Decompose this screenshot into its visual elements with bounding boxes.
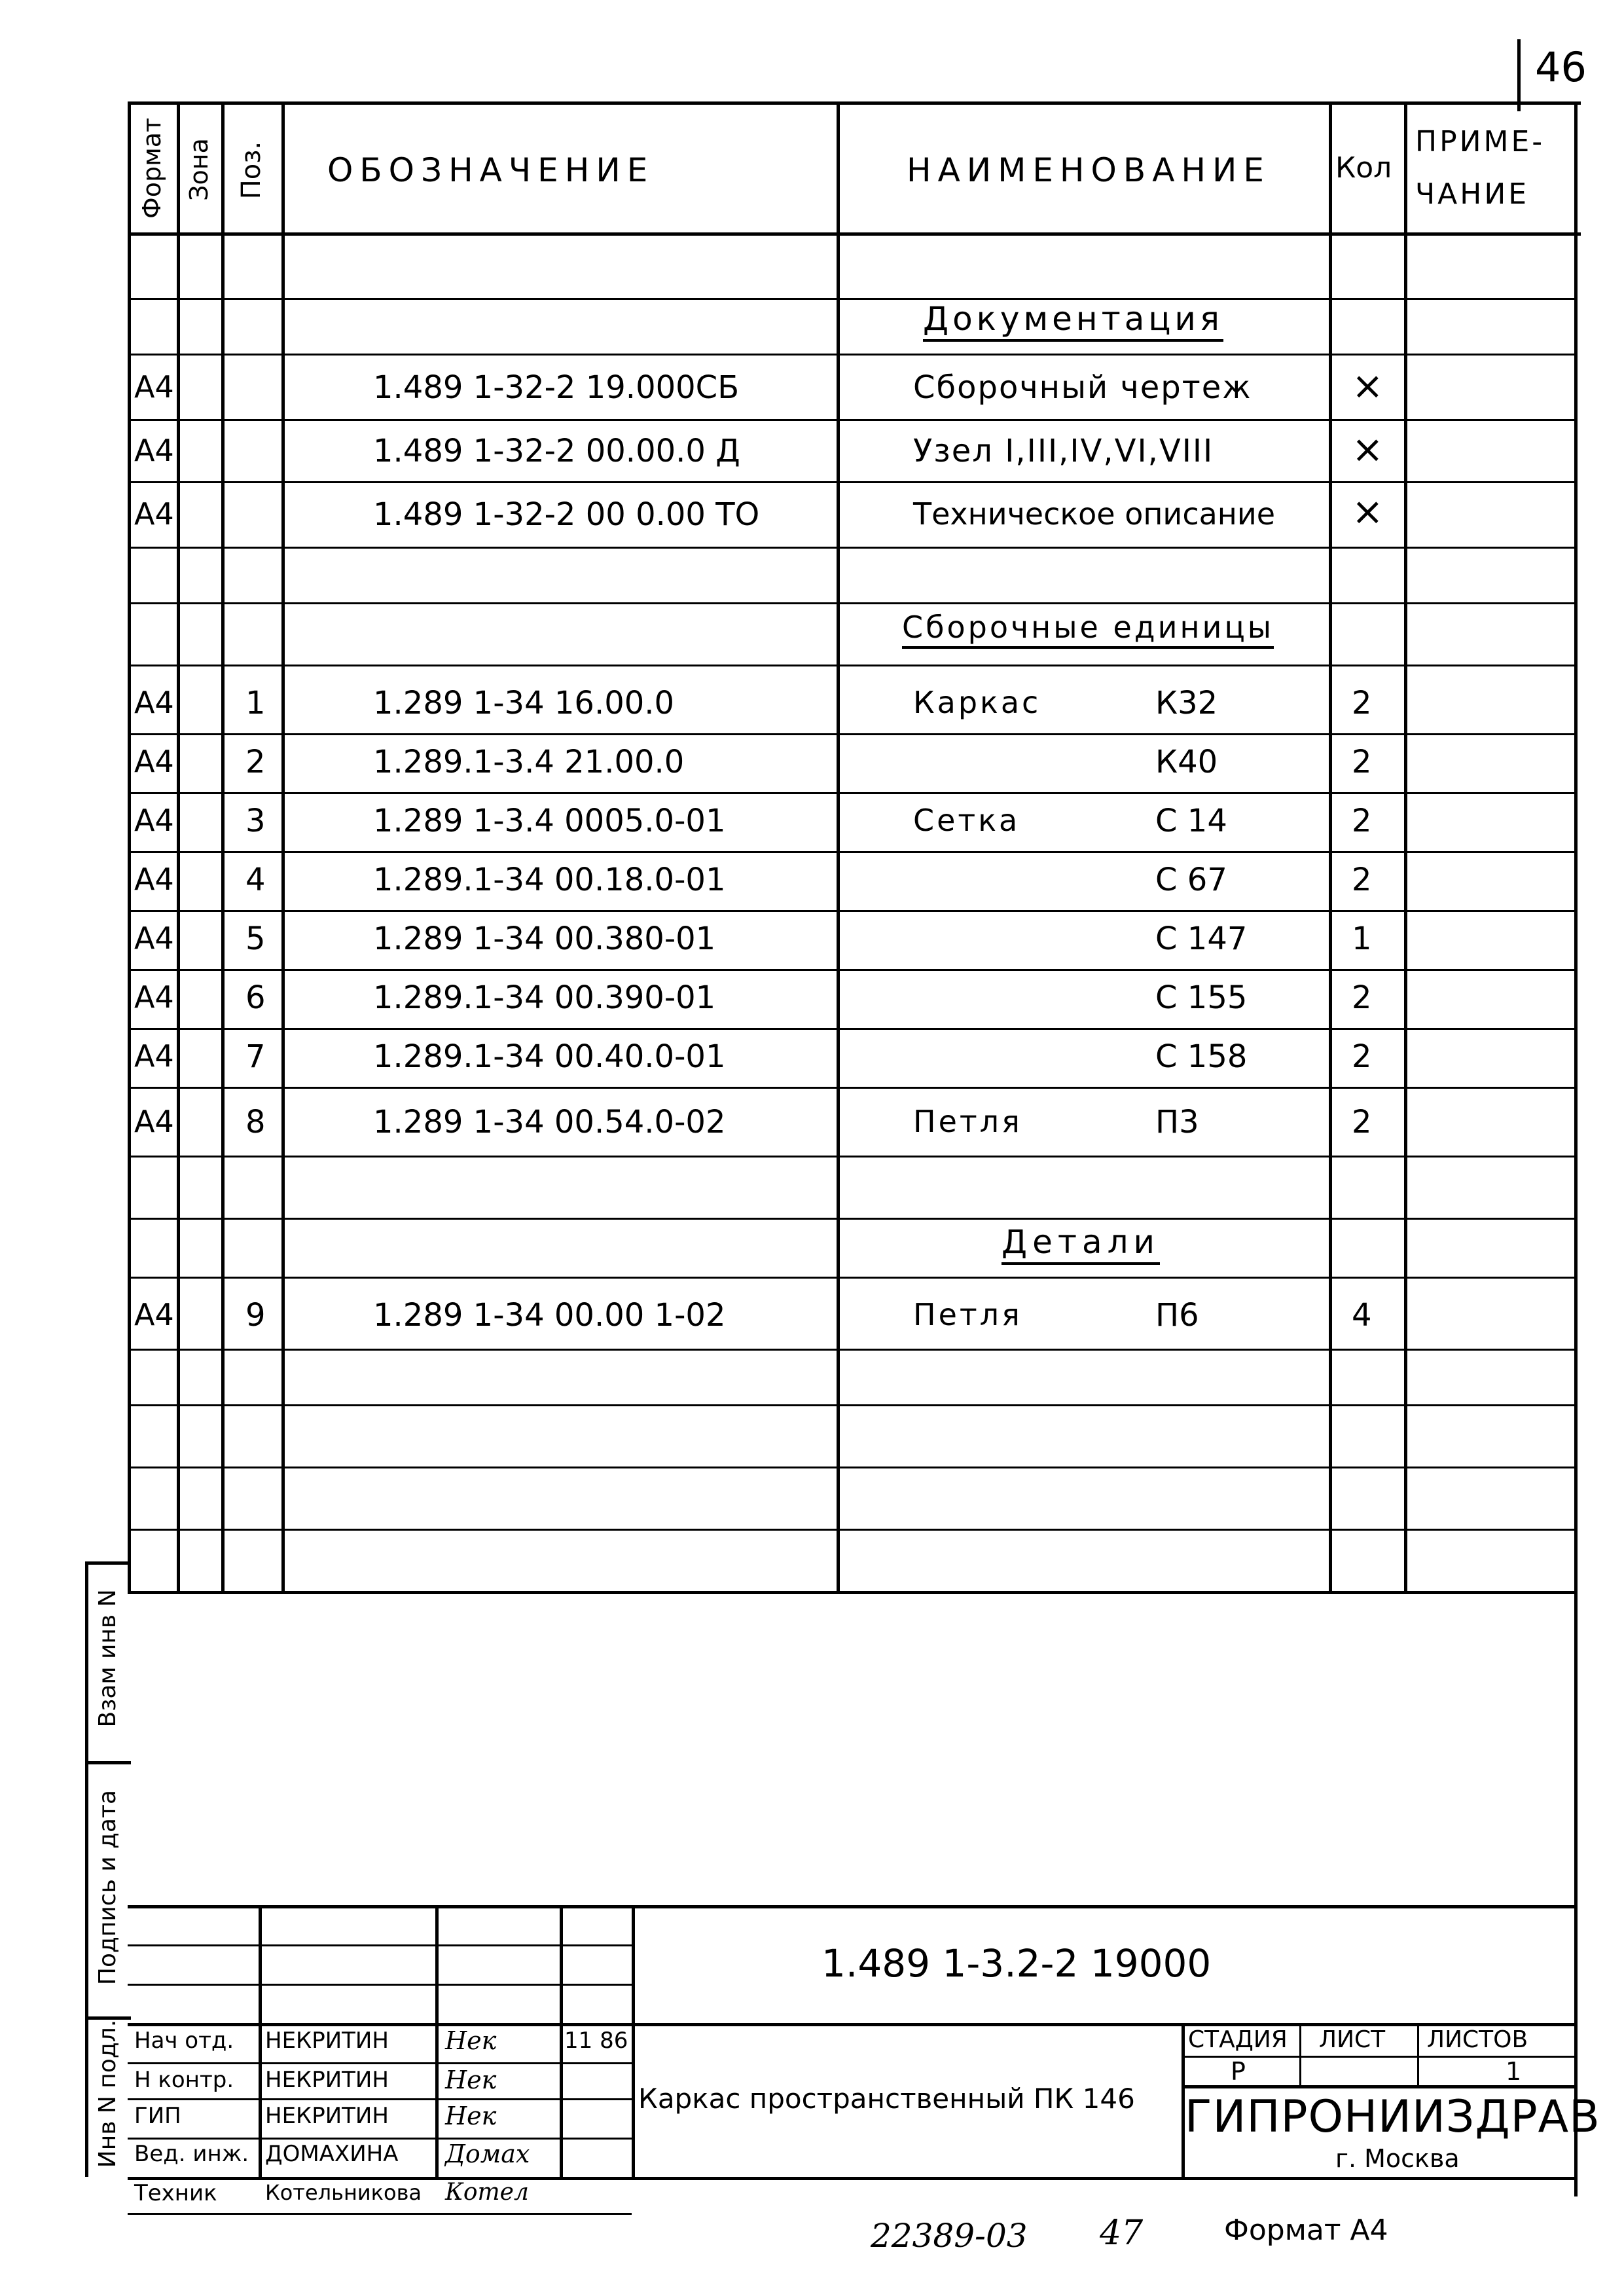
unit-row-8-format: А4: [134, 1104, 174, 1139]
sheet-number: 46: [1535, 43, 1587, 91]
row-line: [128, 1028, 1574, 1030]
doc-row-2-designation: 1.489 1-32-2 00.00.0 Д: [373, 433, 740, 469]
side-stamp-inv-podl: Инв N подл.: [94, 2019, 121, 2168]
side-stamp-sign-date: Подпись и дата: [94, 1789, 121, 1986]
unit-row-5-mark: С 147: [1155, 920, 1248, 957]
sheet-label: ЛИСТ: [1319, 2026, 1386, 2053]
sig-name-2: НЕКРИТИН: [265, 2067, 389, 2093]
header-zone: Зона: [185, 138, 213, 201]
col-zone-border: [221, 101, 225, 1594]
col-pos-border: [281, 101, 285, 1594]
doc-row-1-format: А4: [134, 369, 174, 405]
header-name: НАИМЕНОВАНИЕ: [907, 151, 1271, 189]
row-line: [128, 969, 1574, 971]
doc-row-1-name: Сборочный чертеж: [913, 369, 1252, 406]
detail-row-1-designation: 1.289 1-34 00.00 1-02: [373, 1297, 726, 1334]
row-line: [128, 1087, 1574, 1089]
sig-sign-1: Нек: [445, 2026, 497, 2055]
sig-sign-2: Нек: [445, 2066, 497, 2094]
sig-sign-3: Нек: [445, 2102, 497, 2130]
sheets-value: 1: [1506, 2057, 1522, 2086]
row-line: [128, 1218, 1574, 1220]
row-line: [128, 733, 1574, 735]
detail-row-1-name: Петля: [913, 1297, 1022, 1332]
unit-row-7-pos: 7: [245, 1038, 266, 1075]
row-line: [128, 1349, 1574, 1351]
tb-row: [128, 2138, 632, 2140]
unit-row-7-qty: 2: [1352, 1038, 1372, 1075]
unit-row-3-designation: 1.289 1-3.4 0005.0-01: [373, 803, 726, 839]
detail-row-1-pos: 9: [245, 1297, 266, 1334]
col-qty-border: [1404, 101, 1407, 1594]
unit-row-6-designation: 1.289.1-34 00.390-01: [373, 979, 716, 1016]
header-format: Формат: [137, 117, 166, 219]
unit-row-4-designation: 1.289.1-34 00.18.0-01: [373, 862, 726, 898]
row-line: [128, 298, 1574, 300]
side-stamp-line: [85, 1761, 131, 1764]
unit-row-2-designation: 1.289.1-3.4 21.00.0: [373, 744, 685, 780]
unit-row-1-name: Каркас: [913, 685, 1041, 720]
doc-row-3-qty: ×: [1352, 489, 1384, 534]
page-number-bar: [1517, 39, 1521, 111]
tb-row: [128, 2098, 632, 2100]
row-line: [128, 481, 1574, 483]
row-line: [128, 602, 1574, 604]
product-title: Каркас пространственный ПК 146: [638, 2083, 1135, 2115]
unit-row-5-qty: 1: [1352, 920, 1372, 957]
col-right-border: [1574, 101, 1578, 2196]
unit-row-3-pos: 3: [245, 803, 266, 839]
col-format-border: [177, 101, 180, 1594]
unit-row-1-pos: 1: [245, 685, 266, 721]
sheets-label: ЛИСТОВ: [1427, 2026, 1528, 2053]
archive-number: 22389-03: [871, 2217, 1028, 2255]
doc-row-2-qty: ×: [1352, 427, 1384, 471]
row-line: [128, 419, 1574, 421]
header-bottom-border: [128, 232, 1581, 236]
side-stamp-vzam-inv: Взам инв N: [94, 1589, 121, 1728]
sig-role-3: ГИП: [134, 2103, 181, 2129]
unit-row-8-designation: 1.289 1-34 00.54.0-02: [373, 1104, 726, 1140]
section-details: Детали: [1001, 1226, 1160, 1265]
unit-row-4-pos: 4: [245, 862, 266, 898]
table-top-border: [128, 101, 1581, 105]
unit-row-1-qty: 2: [1352, 685, 1372, 721]
col-left-border: [128, 101, 131, 1594]
doc-row-3-name: Техническое описание: [913, 496, 1276, 532]
sig-name-1: НЕКРИТИН: [265, 2028, 389, 2054]
detail-row-1-qty: 4: [1352, 1297, 1372, 1334]
row-line: [128, 1156, 1574, 1157]
unit-row-1-mark: К32: [1155, 685, 1218, 721]
sig-sign-5: Котел: [445, 2179, 529, 2206]
org-name: ГИПРОНИИЗДРАВ: [1185, 2091, 1600, 2143]
sig-name-5: Котельникова: [265, 2180, 422, 2205]
doc-code: 1.489 1-3.2-2 19000: [821, 1941, 1212, 1986]
row-line: [128, 1529, 1574, 1531]
unit-row-8-qty: 2: [1352, 1104, 1372, 1140]
unit-row-4-qty: 2: [1352, 862, 1372, 898]
doc-row-2-format: А4: [134, 433, 174, 468]
sig-role-5: Техник: [134, 2180, 217, 2206]
title-block-top: [128, 1905, 1578, 1908]
tb-col: [632, 1905, 635, 2177]
unit-row-6-mark: С 155: [1155, 979, 1248, 1016]
tb-row: [128, 1944, 632, 1946]
section-assembly-units: Сборочные единицы: [902, 612, 1274, 649]
stage-value: Р: [1231, 2057, 1246, 2086]
unit-row-2-qty: 2: [1352, 744, 1372, 780]
unit-row-5-format: А4: [134, 920, 174, 956]
unit-row-3-format: А4: [134, 803, 174, 838]
sig-role-1: Нач отд.: [134, 2028, 234, 2054]
stage-label: СТАДИЯ: [1188, 2026, 1288, 2053]
row-line: [128, 354, 1574, 355]
unit-row-8-mark: П3: [1155, 1104, 1199, 1140]
doc-row-3-format: А4: [134, 496, 174, 532]
sig-name-4: ДОМАХИНА: [265, 2141, 399, 2167]
unit-row-7-designation: 1.289.1-34 00.40.0-01: [373, 1038, 726, 1075]
row-line: [128, 851, 1574, 853]
row-line: [128, 1467, 1574, 1468]
doc-row-2-name: Узел I,III,IV,VI,VIII: [913, 433, 1214, 469]
unit-row-5-designation: 1.289 1-34 00.380-01: [373, 920, 716, 957]
section-documentation: Документация: [923, 302, 1223, 342]
row-line: [128, 1404, 1574, 1406]
header-note-line2: ЧАНИЕ: [1415, 177, 1530, 211]
tb-sheet-col: [1299, 2023, 1301, 2085]
row-line: [128, 665, 1574, 666]
unit-row-3-mark: С 14: [1155, 803, 1227, 839]
unit-row-2-pos: 2: [245, 744, 266, 780]
unit-row-2-mark: К40: [1155, 744, 1218, 780]
header-designation: ОБОЗНАЧЕНИЕ: [327, 151, 655, 189]
detail-row-1-format: А4: [134, 1297, 174, 1332]
unit-row-6-pos: 6: [245, 979, 266, 1016]
unit-row-6-format: А4: [134, 979, 174, 1015]
sig-role-2: Н контр.: [134, 2067, 234, 2093]
unit-row-7-format: А4: [134, 1038, 174, 1074]
detail-row-1-mark: П6: [1155, 1297, 1199, 1334]
unit-row-1-format: А4: [134, 685, 174, 720]
unit-row-8-pos: 8: [245, 1104, 266, 1140]
sig-name-3: НЕКРИТИН: [265, 2103, 389, 2129]
page-number: 47: [1100, 2214, 1144, 2253]
header-note-line1: ПРИМЕ-: [1415, 125, 1545, 158]
row-line: [128, 1277, 1574, 1279]
sig-date-1: 11 86: [564, 2028, 628, 2054]
tb-row: [128, 2062, 632, 2064]
table-bottom-border: [128, 1591, 1578, 1594]
unit-row-6-qty: 2: [1352, 979, 1372, 1016]
unit-row-1-designation: 1.289 1-34 16.00.0: [373, 685, 675, 721]
unit-row-8-name: Петля: [913, 1104, 1022, 1139]
unit-row-3-qty: 2: [1352, 803, 1372, 839]
doc-row-1-designation: 1.489 1-32-2 19.000СБ: [373, 369, 740, 406]
unit-row-4-mark: С 67: [1155, 862, 1227, 898]
side-stamp-top: [85, 1561, 131, 1565]
tb-sheets-col: [1417, 2023, 1419, 2085]
unit-row-7-mark: С 158: [1155, 1038, 1248, 1075]
row-line: [128, 910, 1574, 912]
sig-role-4: Вед. инж.: [134, 2141, 249, 2167]
doc-row-3-designation: 1.489 1-32-2 00 0.00 ТО: [373, 496, 760, 533]
row-line: [128, 792, 1574, 794]
side-stamp-left: [85, 1561, 88, 2177]
row-line: [128, 547, 1574, 549]
unit-row-4-format: А4: [134, 862, 174, 897]
header-pos: Поз.: [236, 141, 266, 200]
header-qty: Кол: [1335, 151, 1392, 185]
doc-row-1-qty: ×: [1352, 363, 1384, 408]
col-name-border: [1329, 101, 1332, 1594]
tb-row: [128, 1984, 632, 1986]
unit-row-2-format: А4: [134, 744, 174, 779]
unit-row-3-name: Сетка: [913, 803, 1020, 838]
format-label: Формат А4: [1224, 2214, 1388, 2247]
unit-row-5-pos: 5: [245, 920, 266, 957]
org-city: г. Москва: [1335, 2144, 1460, 2173]
sig-sign-4: Домах: [445, 2140, 530, 2168]
tb-row-last: [128, 2213, 632, 2215]
col-designation-border: [837, 101, 840, 1594]
